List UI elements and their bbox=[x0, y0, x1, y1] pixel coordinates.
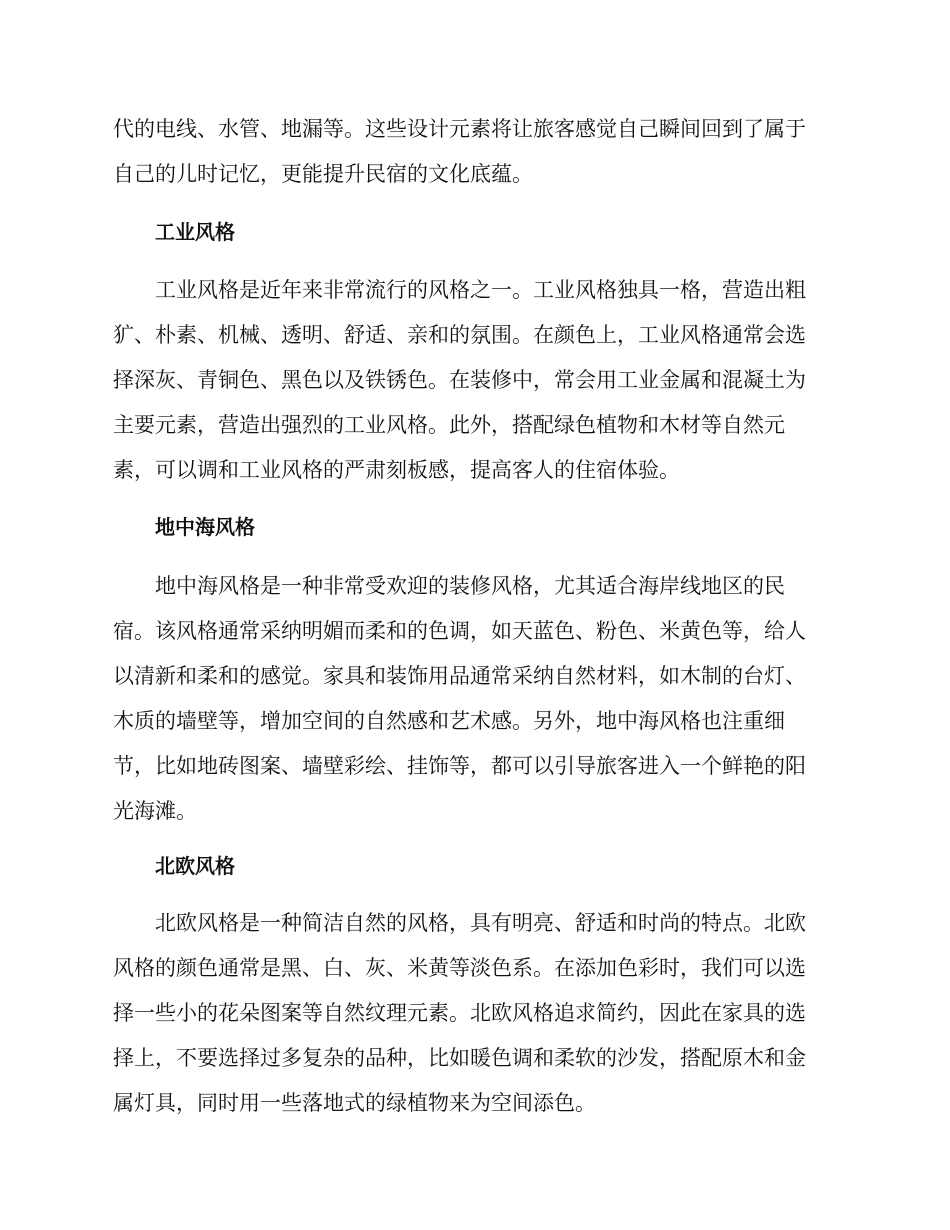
paragraph-line: 择上，不要选择过多复杂的品种，比如暖色调和柔软的沙发，搭配原木和金 bbox=[113, 1046, 806, 1070]
section-heading-nordic: 北欧风格 bbox=[155, 854, 235, 878]
paragraph-line: 风格的颜色通常是黑、白、灰、米黄等淡色系。在添加色彩时，我们可以选 bbox=[113, 956, 806, 980]
paragraph-line: 犷、朴素、机械、透明、舒适、亲和的氛围。在颜色上，工业风格通常会选 bbox=[113, 323, 806, 347]
paragraph-line: 主要元素，营造出强烈的工业风格。此外，搭配绿色植物和木材等自然元 bbox=[113, 413, 785, 437]
paragraph-line: 光海滩。 bbox=[113, 799, 197, 823]
paragraph-line: 素，可以调和工业风格的严肃刻板感，提高客人的住宿体验。 bbox=[113, 458, 680, 482]
paragraph-line: 属灯具，同时用一些落地式的绿植物来为空间添色。 bbox=[113, 1091, 596, 1115]
paragraph-line: 宿。该风格通常采纳明媚而柔和的色调，如天蓝色、粉色、米黄色等，给人 bbox=[113, 619, 806, 643]
section-heading-industrial: 工业风格 bbox=[155, 220, 235, 244]
paragraph-line: 以清新和柔和的感觉。家具和装饰用品通常采纳自然材料，如木制的台灯、 bbox=[113, 664, 806, 688]
intro-line: 代的电线、水管、地漏等。这些设计元素将让旅客感觉自己瞬间回到了属于 bbox=[113, 117, 806, 141]
paragraph-line: 工业风格是近年来非常流行的风格之一。工业风格独具一格，营造出粗 bbox=[155, 278, 806, 302]
paragraph-line: 木质的墙壁等，增加空间的自然感和艺术感。另外，地中海风格也注重细 bbox=[113, 709, 785, 733]
paragraph-line: 北欧风格是一种简洁自然的风格，具有明亮、舒适和时尚的特点。北欧 bbox=[155, 911, 806, 935]
intro-line: 自己的儿时记忆，更能提升民宿的文化底蕴。 bbox=[113, 162, 533, 186]
paragraph-line: 地中海风格是一种非常受欢迎的装修风格，尤其适合海岸线地区的民 bbox=[155, 574, 785, 598]
paragraph-line: 节，比如地砖图案、墙壁彩绘、挂饰等，都可以引导旅客进入一个鲜艳的阳 bbox=[113, 754, 806, 778]
section-heading-mediterranean: 地中海风格 bbox=[155, 515, 255, 539]
paragraph-line: 择一些小的花朵图案等自然纹理元素。北欧风格追求简约，因此在家具的选 bbox=[113, 1001, 806, 1025]
paragraph-line: 择深灰、青铜色、黑色以及铁锈色。在装修中，常会用工业金属和混凝土为 bbox=[113, 368, 806, 392]
